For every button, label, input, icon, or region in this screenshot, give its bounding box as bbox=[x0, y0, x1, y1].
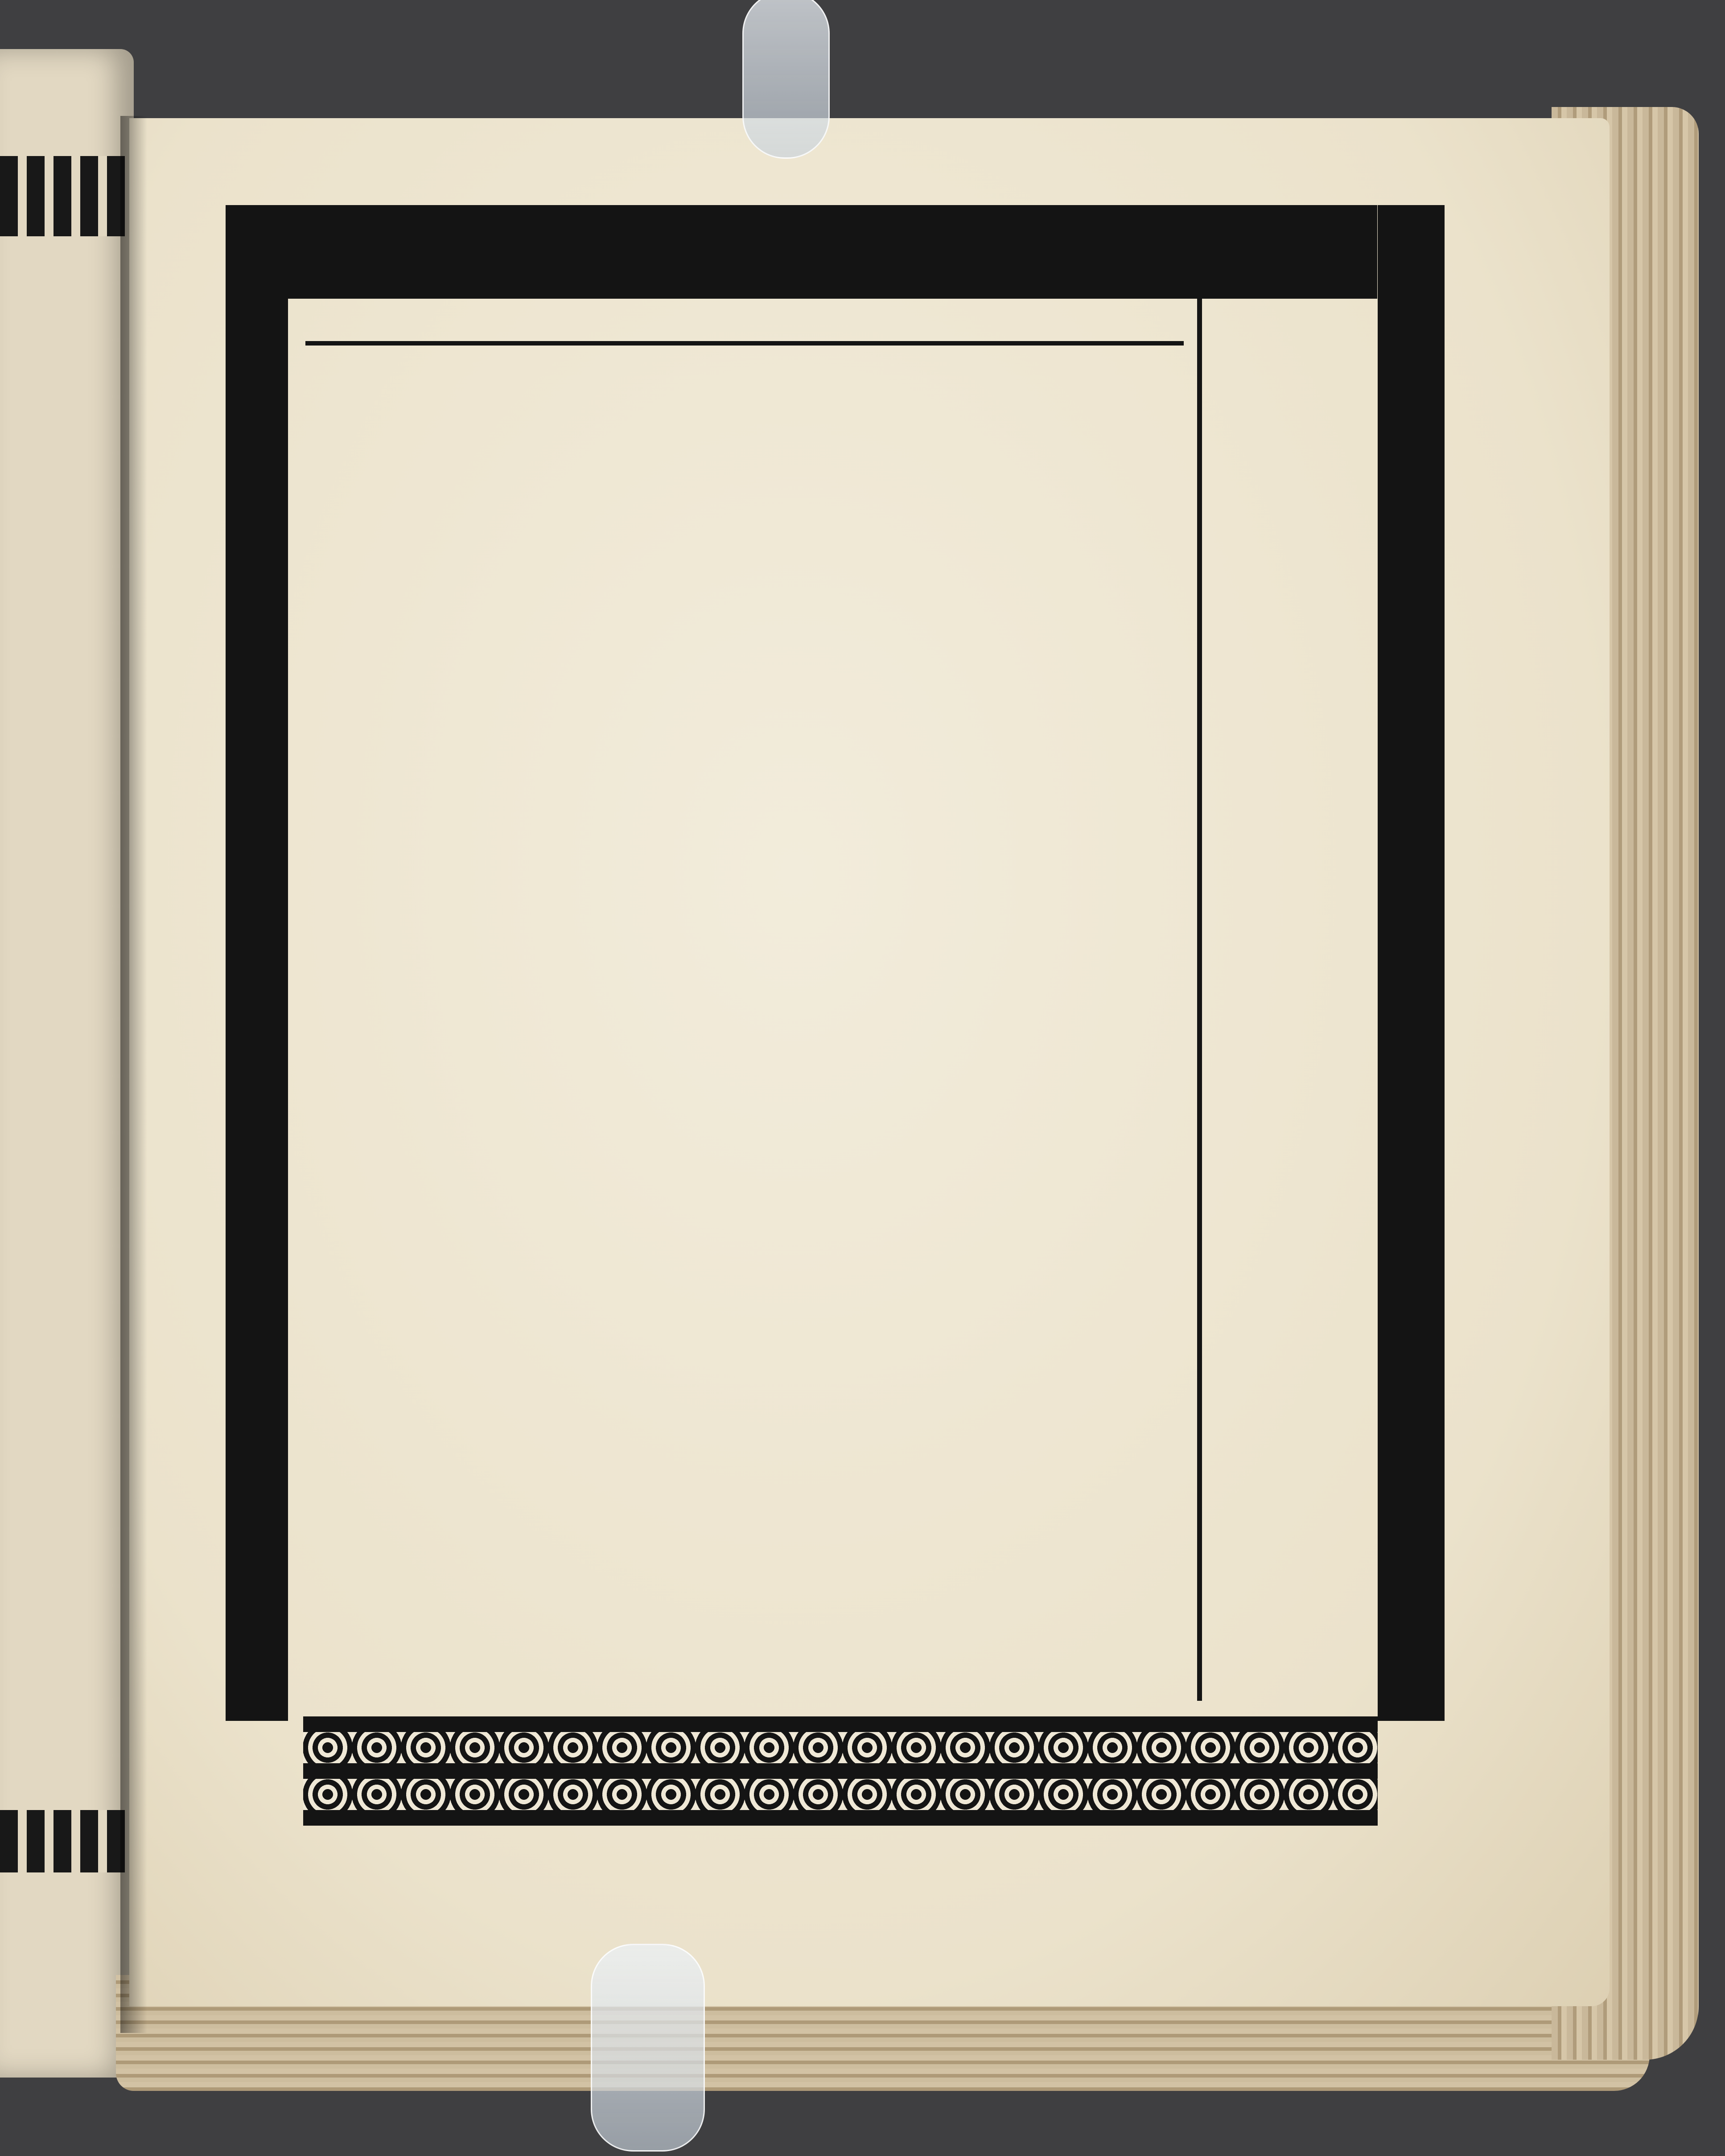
scroll-ornament-lower bbox=[303, 1779, 1378, 1810]
frame-right-border bbox=[1378, 205, 1445, 1721]
left-page-ornament bbox=[0, 156, 125, 236]
left-page bbox=[0, 49, 134, 2078]
header-rule bbox=[305, 341, 1184, 346]
frame-top-border bbox=[226, 205, 1377, 299]
header-rule-top bbox=[305, 289, 1371, 294]
scroll-ornament-upper bbox=[303, 1732, 1378, 1763]
page-footer-line bbox=[296, 1583, 1193, 1645]
book-clip-top bbox=[742, 0, 830, 159]
book-gutter bbox=[120, 116, 147, 2033]
frame-left-border bbox=[226, 205, 288, 1721]
left-page-ornament-bottom bbox=[0, 1810, 125, 1872]
book-clip-bottom bbox=[591, 1944, 705, 2152]
frame-bottom-border bbox=[303, 1716, 1378, 1826]
margin-divider-rule bbox=[1197, 290, 1202, 1701]
